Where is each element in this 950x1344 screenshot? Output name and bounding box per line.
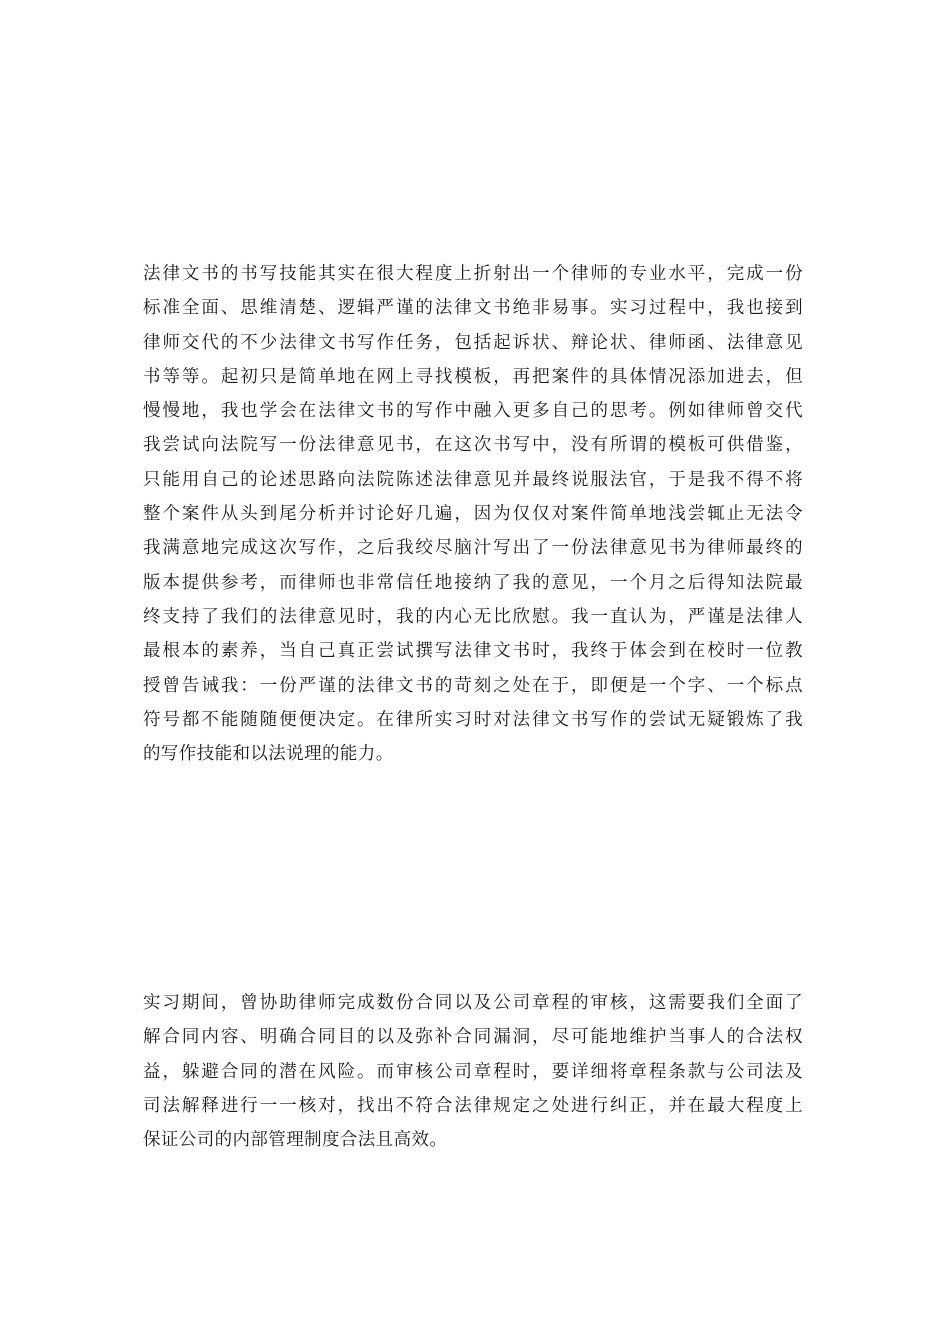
text-line: 书等等。起初只是简单地在网上寻找模板，再把案件的具体情况添加进去，但 (143, 366, 803, 387)
text-line: 的写作技能和以法说理的能力。 (143, 744, 394, 765)
text-line: 解合同内容、明确合同目的以及弥补合同漏洞，尽可能地维护当事人的合法权 (143, 1027, 803, 1048)
text-line: 实习期间，曾协助律师完成数份合同以及公司章程的审核，这需要我们全面了 (143, 993, 803, 1013)
text-line: 益，躲避合同的潜在风险。而审核公司章程时，要详细将章程条款与公司法及 (143, 1061, 803, 1082)
text-line: 版本提供参考，而律师也非常信任地接纳了我的意见，一个月之后得知法院最 (143, 572, 803, 593)
text-line: 终支持了我们的法律意见时，我的内心无比欣慰。我一直认为，严谨是法律人 (143, 606, 803, 627)
text-line: 授曾告诫我：一份严谨的法律文书的苛刻之处在于，即便是一个字、一个标点 (143, 675, 803, 696)
text-line: 只能用自己的论述思路向法院陈述法律意见并最终说服法官，于是我不得不将 (143, 469, 803, 490)
paragraph-contract-review (143, 986, 803, 1157)
text-line: 司法解释进行一一核对，找出不符合法律规定之处进行纠正，并在最大程度上 (143, 1095, 803, 1116)
text-line: 符号都不能随随便便决定。在律所实习时对法律文书写作的尝试无疑锻炼了我 (143, 709, 803, 730)
text-line: 整个案件从头到尾分析并讨论好几遍，因为仅仅对案件简单地浅尝辄止无法令 (143, 504, 803, 525)
text-line: 慢慢地，我也学会在法律文书的写作中融入更多自己的思考。例如律师曾交代 (143, 401, 803, 422)
text-line: 最根本的素养，当自己真正尝试撰写法律文书时，我终于体会到在校时一位教 (143, 641, 803, 662)
text-line: 我满意地完成这次写作，之后我绞尽脑汁写出了一份法律意见书为律师最终的 (143, 538, 803, 559)
paragraph-legal-writing (143, 257, 803, 771)
text-line: 律师交代的不少法律文书写作任务，包括起诉状、辩论状、律师函、法律意见 (143, 332, 803, 353)
text-line: 我尝试向法院写一份法律意见书，在这次书写中，没有所谓的模板可供借鉴， (143, 435, 803, 456)
text-line: 标准全面、思维清楚、逻辑严谨的法律文书绝非易事。实习过程中，我也接到 (143, 298, 803, 319)
text-line: 法律文书的书写技能其实在很大程度上折射出一个律师的专业水平，完成一份 (143, 264, 803, 284)
text-line: 保证公司的内部管理制度合法且高效。 (143, 1130, 448, 1151)
